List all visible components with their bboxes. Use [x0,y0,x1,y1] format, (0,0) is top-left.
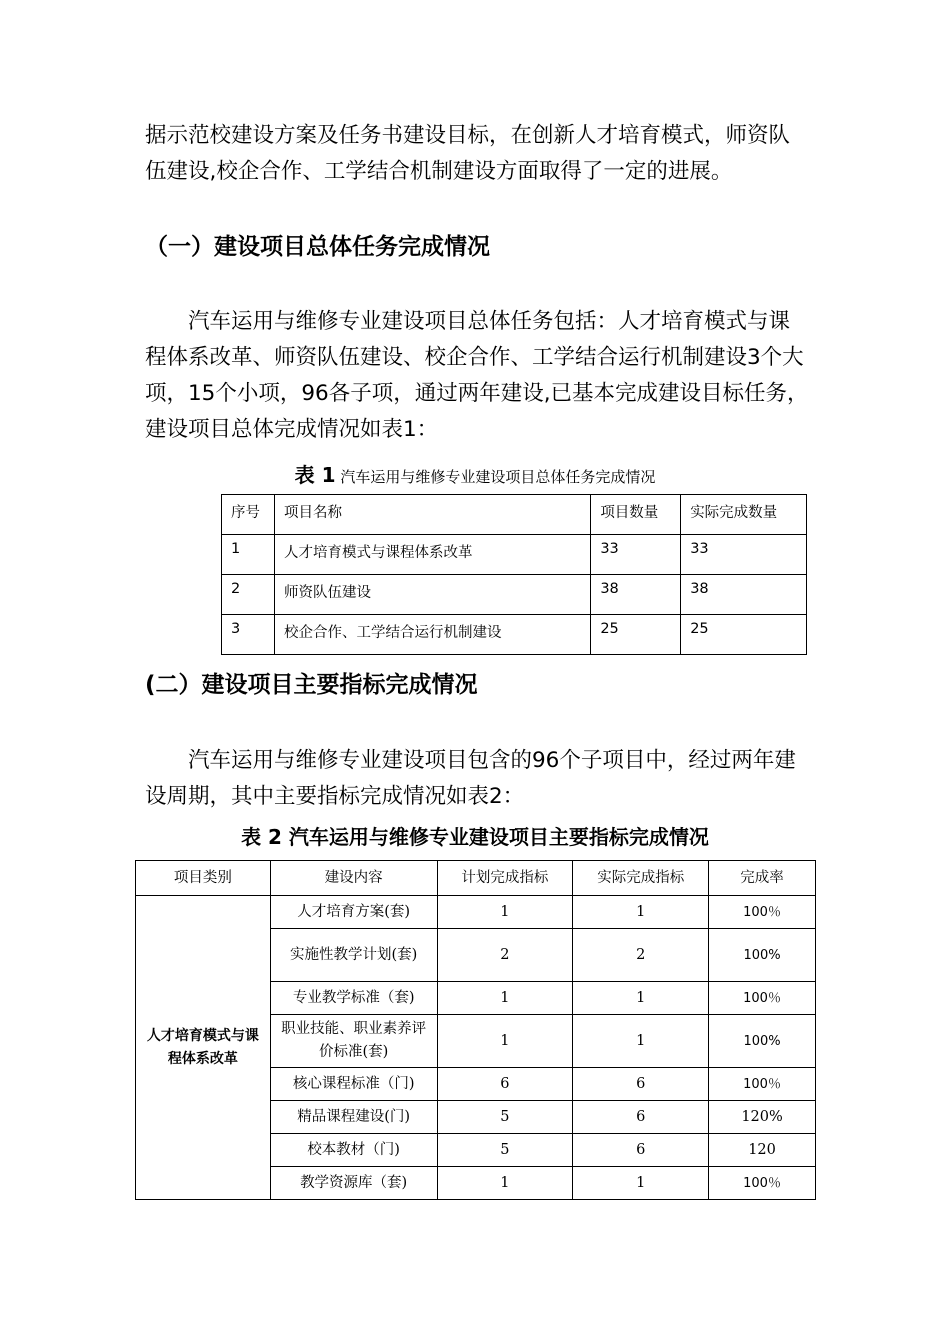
category-cell: 人才培育模式与课程体系改革 [136,896,271,1200]
table2-header-cell: 建设内容 [270,861,437,896]
table-cell: 1 [573,1015,709,1068]
table-cell: 25 [591,615,681,655]
table-cell: 实施性教学计划(套) [270,929,437,982]
table-row [222,575,807,615]
rate-cell: 120 [709,1134,816,1167]
table-cell: 5 [437,1101,573,1134]
table-cell: 1 [573,1167,709,1200]
table-cell: 职业技能、职业素养评价标准(套) [270,1015,437,1068]
table-cell: 校本教材（门) [270,1134,437,1167]
table1-caption [0,459,950,488]
table2 [135,860,816,1200]
table2-header-cell: 完成率 [709,861,816,896]
table-cell: 师资队伍建设 [274,575,590,615]
table-cell: 精品课程建设(门) [270,1101,437,1134]
table-row [136,896,816,929]
table1 [221,494,807,655]
table2-header-row [136,861,816,896]
table1-header-row [222,495,807,535]
table-cell: 3 [222,615,275,655]
table-cell: 6 [437,1068,573,1101]
table2-header-cell: 项目类别 [136,861,271,896]
rate-cell: 120% [709,1101,816,1134]
section2-paragraph: 汽车运用与维修专业建设项目包含的96个子项目中，经过两年建设周期，其中主要指标完成情况如表2： [145,748,796,809]
table1-header-cell: 项目数量 [591,495,681,535]
table-cell: 2 [437,929,573,982]
table1-header-cell: 项目名称 [274,495,590,535]
table-cell: 1 [573,982,709,1015]
rate-cell: 100％ [709,1167,816,1200]
table2-header-cell: 实际完成指标 [573,861,709,896]
table1-label: 表 1 [294,463,336,487]
section1-paragraph: 汽车运用与维修专业建设项目总体任务包括：人才培育模式与课程体系改革、师资队伍建设、校企合作、工学结合运行机制建设3个大项，15个小项，96各子项，通过两年建设,已基本完成建设目标任务，建设项目总体完成情况如表1： [145,309,809,442]
table-cell: 2 [573,929,709,982]
table-cell: 25 [681,615,807,655]
table-cell: 人才培育模式与课程体系改革 [274,535,590,575]
rate-cell: 100% [709,929,816,982]
table-cell: 1 [437,1167,573,1200]
section2-heading: (二）建设项目主要指标完成情况 [145,672,478,698]
table-cell: 33 [681,535,807,575]
table-cell: 核心课程标准（门) [270,1068,437,1101]
intro-paragraph: 据示范校建设方案及任务书建设目标，在创新人才培育模式，师资队伍建设,校企合作、工学结合机制建设方面取得了一定的进展。 [145,123,791,184]
table-cell: 5 [437,1134,573,1167]
table-cell: 1 [222,535,275,575]
rate-cell: 100％ [709,896,816,929]
table-cell: 1 [437,896,573,929]
table-cell: 教学资源库（套) [270,1167,437,1200]
table-cell: 6 [573,1134,709,1167]
section1-heading: （一）建设项目总体任务完成情况 [145,234,490,260]
table-cell: 人才培育方案(套) [270,896,437,929]
table-cell: 38 [681,575,807,615]
table1-header-cell: 序号 [222,495,275,535]
table-row [222,535,807,575]
table-cell: 33 [591,535,681,575]
rate-cell: 100% [709,1015,816,1068]
table2-caption: 表 2 汽车运用与维修专业建设项目主要指标完成情况 [241,825,709,849]
table-cell: 校企合作、工学结合运行机制建设 [274,615,590,655]
table-cell: 6 [573,1101,709,1134]
rate-cell: 100％ [709,1068,816,1101]
table-cell: 1 [573,896,709,929]
table-cell: 专业教学标准（套) [270,982,437,1015]
table-cell: 6 [573,1068,709,1101]
table1-header-cell: 实际完成数量 [681,495,807,535]
table-cell: 38 [591,575,681,615]
table-cell: 2 [222,575,275,615]
table2-header-cell: 计划完成指标 [437,861,573,896]
rate-cell: 100％ [709,982,816,1015]
table-row [222,615,807,655]
table-cell: 1 [437,982,573,1015]
table-cell: 1 [437,1015,573,1068]
table1-title: 汽车运用与维修专业建设项目总体任务完成情况 [340,468,656,486]
